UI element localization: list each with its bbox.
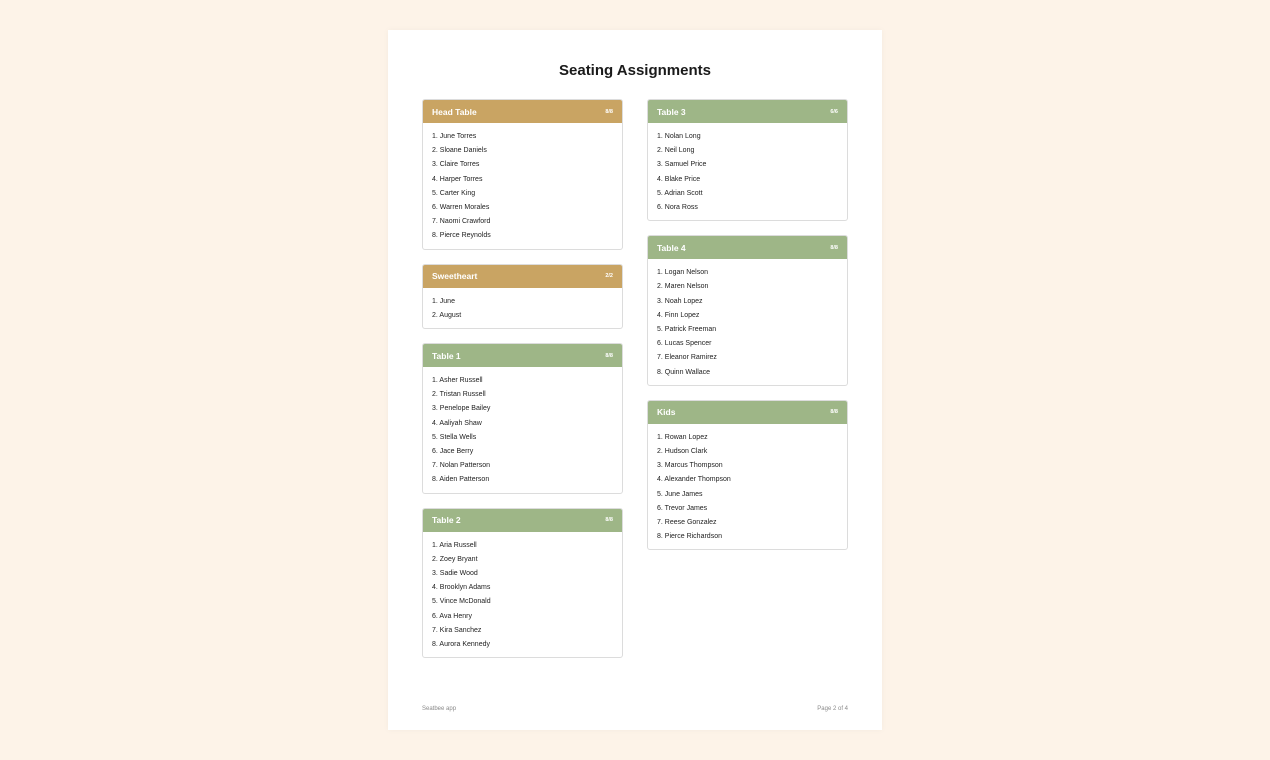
guest-item: 6. Lucas Spencer	[657, 340, 712, 348]
guest-item: 4. Aaliyah Shaw	[432, 419, 482, 427]
guest-item: 4. Alexander Thompson	[657, 476, 731, 484]
table-name: Table 3	[657, 106, 686, 117]
table-name: Table 4	[657, 242, 686, 253]
table-card-head	[422, 99, 623, 250]
guest-item: 6. Jace Berry	[432, 448, 474, 456]
guest-item: 7. Nolan Patterson	[432, 462, 490, 470]
table-count: 2/2	[605, 273, 613, 280]
table-count: 8/8	[605, 352, 613, 359]
guest-item: 5. Patrick Freeman	[657, 326, 717, 334]
guest-item: 8. Aiden Patterson	[432, 476, 490, 484]
guest-item: 7. Kira Sanchez	[432, 626, 482, 634]
guest-item: 6. Trevor James	[657, 504, 708, 512]
guest-item: 1. Nolan Long	[657, 133, 701, 140]
guest-item: 2. Sloane Daniels	[432, 147, 487, 155]
table-card-header	[648, 100, 847, 123]
guest-item: 3. Penelope Bailey	[432, 405, 491, 413]
table-card-kids	[647, 400, 848, 551]
guest-item: 6. Warren Morales	[432, 204, 490, 212]
guest-item: 2. Tristan Russell	[432, 391, 486, 399]
guest-list	[648, 123, 847, 220]
table-card-header	[648, 236, 847, 259]
table-name: Sweetheart	[432, 271, 478, 282]
table-card-1	[422, 343, 623, 494]
table-card-header	[648, 401, 847, 424]
guest-item: 5. Stella Wells	[432, 433, 477, 441]
guest-item: 6. Ava Henry	[432, 612, 472, 620]
guest-item: 4. Harper Torres	[432, 175, 483, 183]
guest-item: 1. June Torres	[432, 133, 477, 140]
table-name: Head Table	[432, 106, 477, 117]
document-page	[388, 30, 882, 730]
table-card-header	[423, 509, 622, 532]
footer-page-number: Page 2 of 4	[817, 706, 848, 712]
table-name: Kids	[657, 407, 676, 418]
guest-item: 8. Quinn Wallace	[657, 368, 711, 376]
guest-list	[423, 367, 622, 493]
guest-item: 3. Claire Torres	[432, 161, 480, 169]
guest-item: 1. Aria Russell	[432, 541, 477, 549]
guest-item: 4. Blake Price	[657, 175, 701, 183]
footer-brand: Seatbee app	[422, 706, 457, 712]
guest-item: 7. Reese Gonzalez	[657, 519, 717, 527]
guest-list	[423, 288, 622, 328]
table-card-header	[423, 344, 622, 367]
guest-item: 5. June James	[657, 490, 703, 498]
guest-item: 3. Sadie Wood	[432, 570, 478, 578]
guest-item: 3. Noah Lopez	[657, 297, 703, 305]
guest-item: 1. Rowan Lopez	[657, 433, 708, 441]
guest-item: 5. Adrian Scott	[657, 189, 703, 197]
guest-item: 1. June	[432, 297, 455, 305]
table-name: Table 1	[432, 350, 461, 361]
table-card-3	[647, 99, 848, 221]
table-count: 6/6	[830, 108, 838, 115]
guest-item: 2. Hudson Clark	[657, 448, 708, 456]
guest-item: 3. Marcus Thompson	[657, 462, 723, 470]
guest-item: 4. Finn Lopez	[657, 311, 700, 319]
page-title: Seating Assignments	[559, 62, 711, 79]
guest-item: 8. Pierce Reynolds	[432, 232, 491, 240]
guest-list	[648, 424, 847, 550]
guest-item: 7. Eleanor Ramirez	[657, 354, 717, 362]
table-card-header	[423, 265, 622, 288]
guest-list	[423, 123, 622, 249]
guest-item: 8. Pierce Richardson	[657, 533, 722, 541]
guest-list	[423, 532, 622, 658]
guest-item: 7. Naomi Crawford	[432, 218, 491, 226]
left-column	[422, 99, 623, 672]
guest-item: 2. August	[432, 311, 462, 319]
guest-item: 5. Vince McDonald	[432, 598, 491, 606]
guest-item: 2. Neil Long	[657, 147, 695, 155]
table-name: Table 2	[432, 515, 461, 526]
guest-list	[648, 259, 847, 385]
guest-item: 1. Logan Nelson	[657, 269, 708, 277]
table-count: 8/8	[830, 244, 838, 251]
table-card-2	[422, 508, 623, 659]
table-count: 8/8	[605, 108, 613, 115]
table-card-header	[423, 100, 622, 123]
guest-item: 2. Zoey Bryant	[432, 555, 478, 563]
guest-item: 6. Nora Ross	[657, 204, 698, 212]
guest-item: 2. Maren Nelson	[657, 283, 709, 291]
guest-item: 1. Asher Russell	[432, 377, 483, 385]
guest-item: 4. Brooklyn Adams	[432, 584, 491, 592]
table-count: 8/8	[605, 517, 613, 524]
guest-item: 5. Carter King	[432, 189, 476, 197]
guest-item: 3. Samuel Price	[657, 161, 707, 169]
right-column	[647, 99, 848, 564]
table-card-sweetheart	[422, 264, 623, 329]
table-card-4	[647, 235, 848, 386]
guest-item: 8. Aurora Kennedy	[432, 641, 490, 649]
table-count: 8/8	[830, 409, 838, 416]
